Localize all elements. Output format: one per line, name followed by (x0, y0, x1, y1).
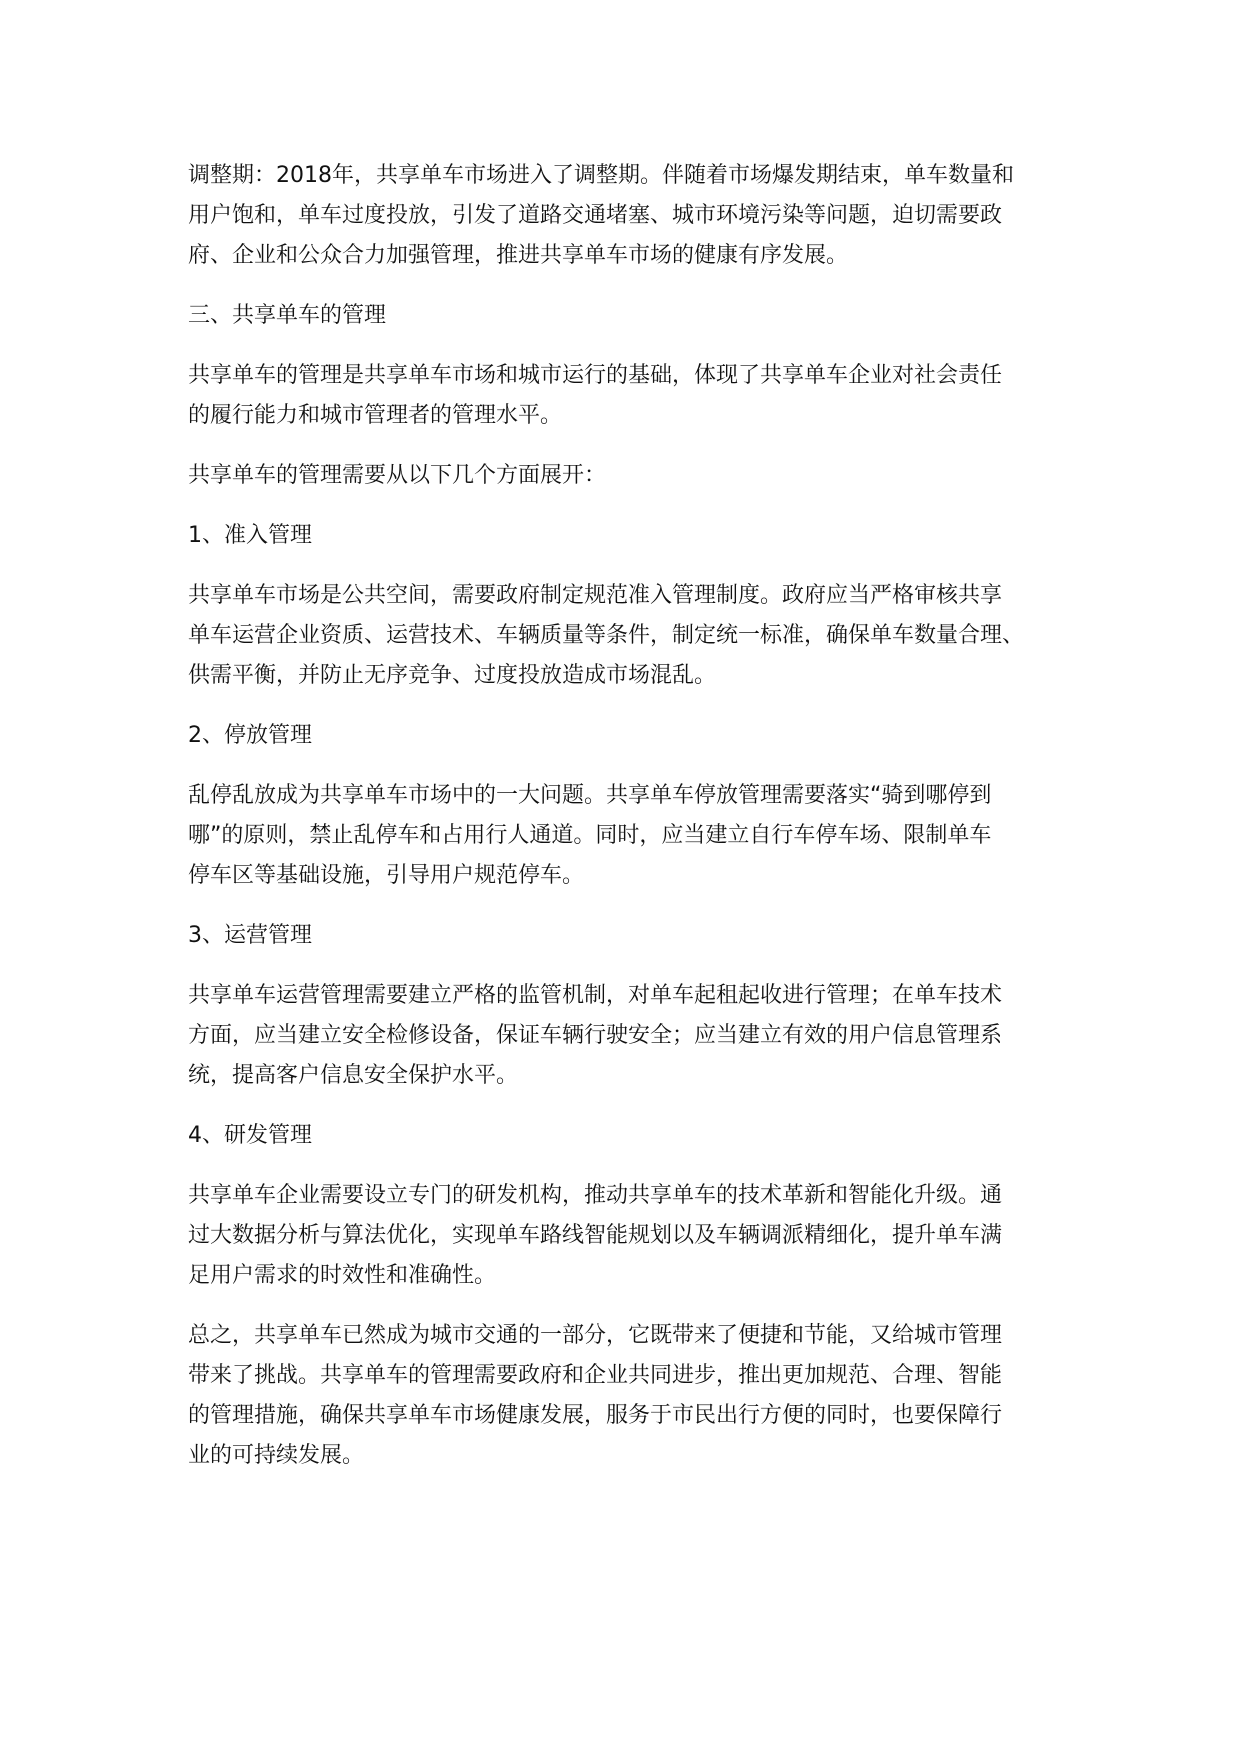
text-line: 共享单车市场是公共空间，需要政府制定规范准入管理制度。政府应当严格审核共享 (188, 583, 1003, 608)
text-line: 业的可持续发展。 (188, 1443, 365, 1468)
text-line: 供需平衡，并防止无序竞争、过度投放造成市场混乱。 (188, 663, 717, 688)
document-body (188, 156, 1070, 1496)
paragraph (188, 1176, 1070, 1296)
text-line: 2、停放管理 (188, 723, 312, 748)
section-heading (188, 296, 1070, 336)
section-heading (188, 1116, 1070, 1156)
text-line: 乱停乱放成为共享单车市场中的一大问题。共享单车停放管理需要落实“骑到哪停到 (188, 783, 992, 808)
text-line: 1、准入管理 (188, 523, 312, 548)
text-line: 哪”的原则，禁止乱停车和占用行人通道。同时，应当建立自行车停车场、限制单车 (188, 823, 992, 848)
paragraph (188, 776, 1070, 896)
section-heading (188, 916, 1070, 956)
text-line: 的管理措施，确保共享单车市场健康发展，服务于市民出行方便的同时，也要保障行 (188, 1403, 1003, 1428)
text-line: 调整期：2018年，共享单车市场进入了调整期。伴随着市场爆发期结束，单车数量和 (188, 163, 1014, 188)
text-line: 统，提高客户信息安全保护水平。 (188, 1063, 519, 1088)
text-line: 3、运营管理 (188, 923, 312, 948)
paragraph (188, 576, 1070, 696)
text-line: 共享单车运营管理需要建立严格的监管机制，对单车起租起收进行管理；在单车技术 (188, 983, 1003, 1008)
paragraph (188, 976, 1070, 1096)
paragraph (188, 156, 1070, 276)
section-heading (188, 716, 1070, 756)
text-line: 单车运营企业资质、运营技术、车辆质量等条件，制定统一标准，确保单车数量合理、 (188, 623, 1025, 648)
text-line: 共享单车的管理需要从以下几个方面展开： (188, 463, 607, 488)
text-line: 三、共享单车的管理 (188, 303, 387, 328)
paragraph (188, 356, 1070, 436)
text-line: 足用户需求的时效性和准确性。 (188, 1263, 497, 1288)
paragraph (188, 456, 1070, 496)
text-line: 带来了挑战。共享单车的管理需要政府和企业共同进步，推出更加规范、合理、智能 (188, 1363, 1003, 1388)
text-line: 方面，应当建立安全检修设备，保证车辆行驶安全；应当建立有效的用户信息管理系 (188, 1023, 1003, 1048)
paragraph (188, 1316, 1070, 1476)
text-line: 停车区等基础设施，引导用户规范停车。 (188, 863, 585, 888)
text-line: 共享单车企业需要设立专门的研发机构，推动共享单车的技术革新和智能化升级。通 (188, 1183, 1003, 1208)
text-line: 的履行能力和城市管理者的管理水平。 (188, 403, 563, 428)
text-line: 府、企业和公众合力加强管理，推进共享单车市场的健康有序发展。 (188, 243, 849, 268)
section-heading (188, 516, 1070, 556)
text-line: 总之，共享单车已然成为城市交通的一部分，它既带来了便捷和节能，又给城市管理 (188, 1323, 1003, 1348)
text-line: 共享单车的管理是共享单车市场和城市运行的基础，体现了共享单车企业对社会责任 (188, 363, 1003, 388)
text-line: 过大数据分析与算法优化，实现单车路线智能规划以及车辆调派精细化，提升单车满 (188, 1223, 1003, 1248)
text-line: 用户饱和，单车过度投放，引发了道路交通堵塞、城市环境污染等问题，迫切需要政 (188, 203, 1003, 228)
text-line: 4、研发管理 (188, 1123, 312, 1148)
